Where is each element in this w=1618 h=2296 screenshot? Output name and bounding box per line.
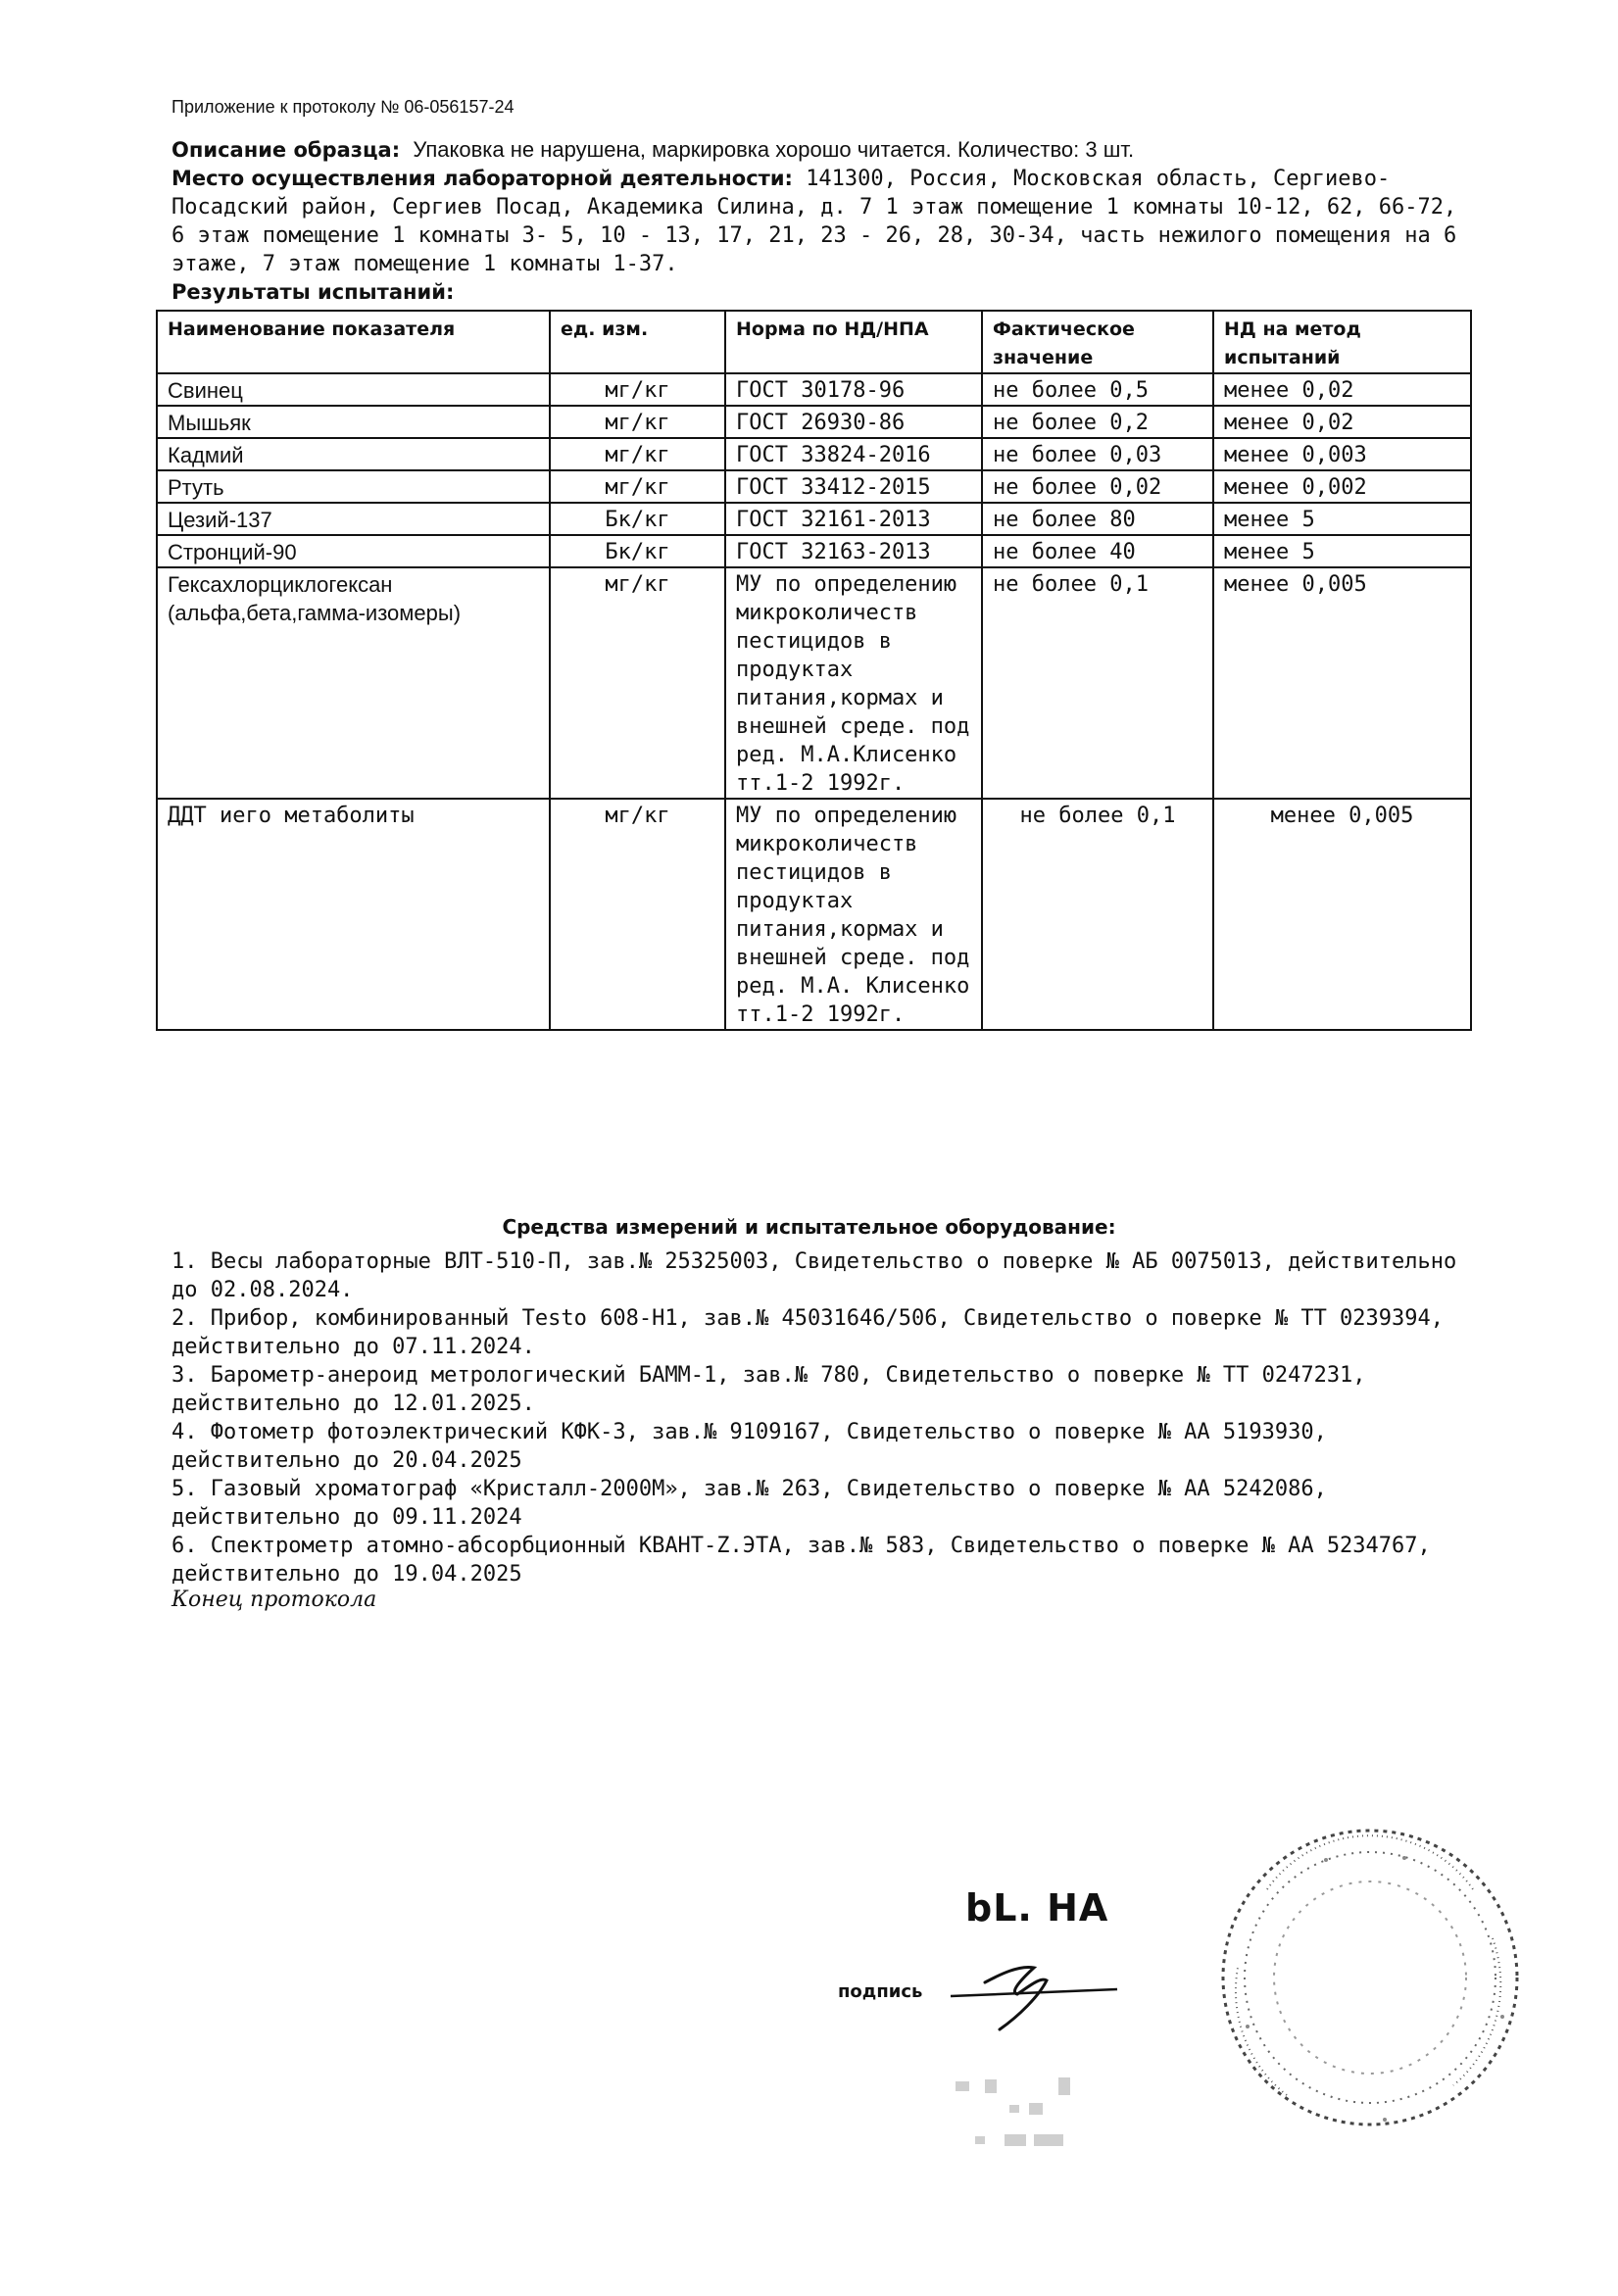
cell-name: ДДТ иего метаболиты (157, 799, 550, 1030)
cell-norm: ГОСТ 33824-2016 (725, 438, 982, 470)
cell-norm: ГОСТ 30178-96 (725, 373, 982, 406)
cell-method: менее 5 (1213, 503, 1471, 535)
sample-label: Описание образца: (172, 138, 401, 162)
cell-norm: ГОСТ 32161-2013 (725, 503, 982, 535)
table-row (157, 406, 1471, 438)
cell-method: менее 0,003 (1213, 438, 1471, 470)
list-item: 1. Весы лабораторные ВЛТ-510-П, зав.№ 25325003, Свидетельство о поверке № АБ 0075013, действительно до 02.08.2024. (172, 1249, 1457, 1302)
cell-actual: не более 0,5 (982, 373, 1213, 406)
cell-method: менее 0,02 (1213, 373, 1471, 406)
list-item: 5. Газовый хроматограф «Кристалл-2000М», зав.№ 263, Свидетельство о поверке № АА 5242086, действительно до 09.11.2024 (172, 1477, 1327, 1530)
results-heading (172, 278, 1475, 307)
cell-norm: ГОСТ 33412-2015 (725, 470, 982, 503)
cell-unit: мг/кг (550, 373, 725, 406)
protocol-end: Конец протокола (172, 1588, 377, 1612)
sample-text: Упаковка не нарушена, маркировка хорошо читается. Количество: 3 шт. (413, 137, 1135, 162)
list-item: 6. Спектрометр атомно-абсорбционный КВАНТ-Z.ЭТА, зав.№ 583, Свидетельство о поверке № АА 5234767, действительно до 19.04.2025 (172, 1534, 1431, 1587)
cell-norm: ГОСТ 32163-2013 (725, 535, 982, 567)
cell-method: менее 0,002 (1213, 470, 1471, 503)
place-label: Место осуществления лабораторной деятельности: (172, 167, 793, 190)
header-method: НД на метод испытаний (1213, 311, 1471, 373)
cell-actual: не более 0,1 (982, 567, 1213, 799)
header-norm: Норма по НД/НПА (725, 311, 982, 373)
cell-method: менее 0,02 (1213, 406, 1471, 438)
cell-unit: мг/кг (550, 438, 725, 470)
results-table (156, 310, 1472, 1031)
cell-name: Ртуть (157, 470, 550, 503)
cell-method: менее 5 (1213, 535, 1471, 567)
cell-actual: не более 0,02 (982, 470, 1213, 503)
cell-name: Гексахлорциклогексан (альфа,бета,гамма-изомеры) (157, 567, 550, 799)
cell-method: менее 0,005 (1213, 567, 1471, 799)
cell-norm: МУ по определению микроколичеств пестицидов в продуктах питания,кормах и внешней среде. под ред. М.А. Клисенко тт.1-2 1992г. (725, 799, 982, 1030)
cell-name: Мышьяк (157, 406, 550, 438)
cell-name: Стронций-90 (157, 535, 550, 567)
cell-actual: не более 0,2 (982, 406, 1213, 438)
list-item: 2. Прибор, комбинированный Testo 608-H1, зав.№ 45031646/506, Свидетельство о поверке № ТТ 0239394, действительно до 07.11.2024. (172, 1306, 1445, 1359)
header-actual: Фактическое значение (982, 311, 1213, 373)
table-row (157, 503, 1471, 535)
faded-stamp-text-icon (916, 2076, 1093, 2154)
table-row (157, 373, 1471, 406)
cell-name: Свинец (157, 373, 550, 406)
results-label: Результаты испытаний: (172, 280, 455, 304)
list-item: 4. Фотометр фотоэлектрический КФК-3, зав.№ 9109167, Свидетельство о поверке № АА 5193930, действительно до 20.04.2025 (172, 1420, 1327, 1473)
cell-unit: мг/кг (550, 799, 725, 1030)
cell-actual: не более 0,03 (982, 438, 1213, 470)
place-text: 141300, Россия, Московская область, Сергиево-Посадский район, Сергиев Посад, Академика Силина, д. 7 1 этаж помещение 1 комнаты 10-12, 62, 66-72, 6 этаж помещение 1 комнаты 3- 5, 10 - 13, 17, 21, 23 - 26, 28, 30-34, часть нежилого помещения на 6 этаже, 7 этаж помещение 1 комнаты 1-37. (172, 167, 1457, 276)
table-row (157, 535, 1471, 567)
table-row (157, 799, 1471, 1030)
cell-norm: МУ по определению микроколичеств пестицидов в продуктах питания,кормах и внешней среде. под ред. М.А.Клисенко тт.1-2 1992г. (725, 567, 982, 799)
cell-unit: Бк/кг (550, 535, 725, 567)
cell-actual: не более 80 (982, 503, 1213, 535)
cell-unit: мг/кг (550, 406, 725, 438)
cell-actual: не более 40 (982, 535, 1213, 567)
cell-unit: мг/кг (550, 567, 725, 799)
header-indicator: Наименование показателя (157, 311, 550, 373)
cell-name: Цезий-137 (157, 503, 550, 535)
cell-method: менее 0,005 (1213, 799, 1471, 1030)
table-row (157, 567, 1471, 799)
equipment-list (172, 1247, 1465, 1588)
cell-unit: Бк/кг (550, 503, 725, 535)
cell-actual: не более 0,1 (982, 799, 1213, 1030)
cell-unit: мг/кг (550, 470, 725, 503)
signature-initials: bL. HA (965, 1886, 1109, 1930)
cell-norm: ГОСТ 26930-86 (725, 406, 982, 438)
signature-scribble-icon (931, 1935, 1127, 2033)
signature-label: подпись (838, 1981, 923, 2002)
cell-name: Кадмий (157, 438, 550, 470)
table-row (157, 470, 1471, 503)
round-seal-stamp-icon (1208, 1821, 1532, 2134)
table-header-row (157, 311, 1471, 373)
lab-place (172, 165, 1475, 278)
list-item: 3. Барометр-анероид метрологический БАММ-1, зав.№ 780, Свидетельство о поверке № ТТ 0247231, действительно до 12.01.2025. (172, 1363, 1366, 1416)
annex-title: Приложение к протоколу № 06-056157-24 (172, 97, 515, 117)
equipment-title: Средства измерений и испытательное оборудование: (502, 1215, 1116, 1239)
table-row (157, 438, 1471, 470)
sample-description-line (172, 135, 1475, 165)
sample-description (172, 135, 1475, 307)
header-unit: ед. изм. (550, 311, 725, 373)
